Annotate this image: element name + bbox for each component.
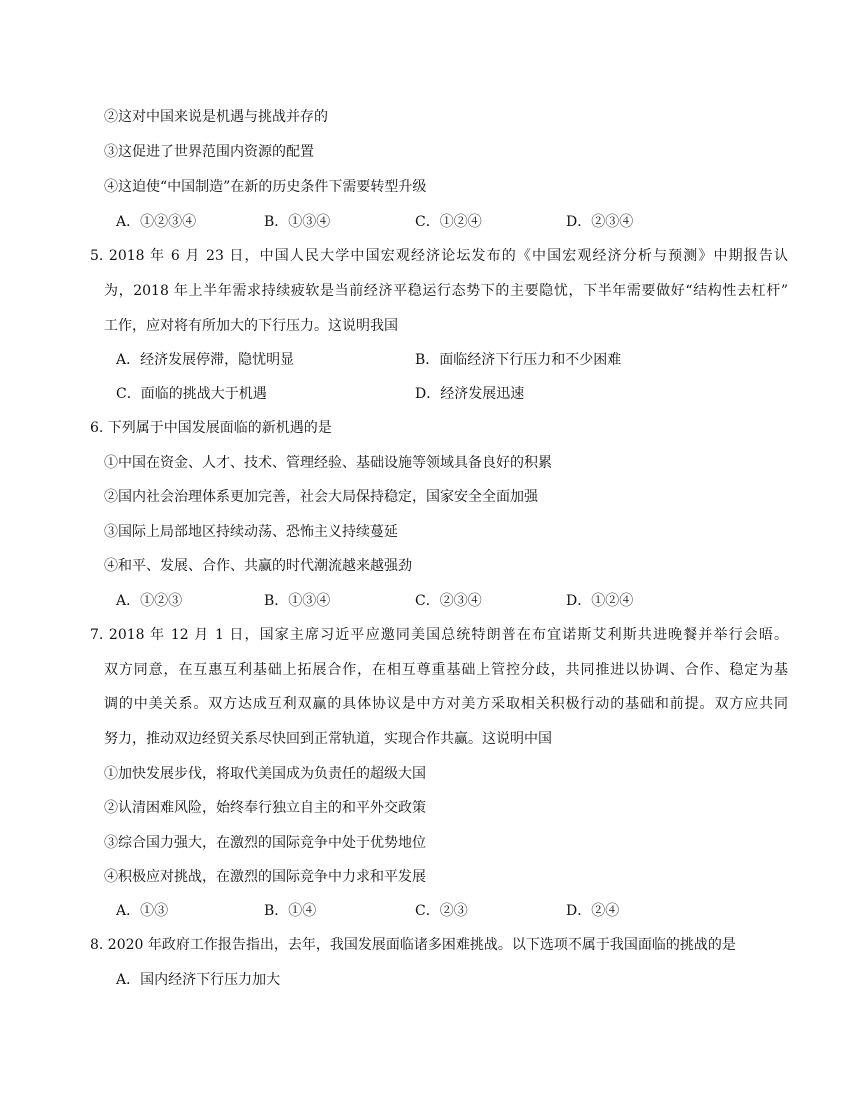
q5-option-c: C．面临的挑战大于机遇 [116,386,267,402]
q6-option-c: C．②③④ [415,593,482,609]
q7-item-4: ④积极应对挑战，在激烈的国际竞争中力求和平发展 [104,869,426,885]
q7-item-2: ②认清困难风险，始终奉行独立自主的和平外交政策 [104,800,426,816]
q8-option-a: A．国内经济下行压力加大 [116,972,281,988]
q4-item-4: ④这迫使“中国制造”在新的历史条件下需要转型升级 [104,179,427,195]
q5-option-b: B．面临经济下行压力和不少困难 [415,352,622,368]
q7-item-3: ③综合国力强大，在激烈的国际竞争中处于优势地位 [104,835,426,851]
q6-stem: 6. 下列属于中国发展面临的新机遇的是 [90,420,332,436]
q5-stem-line-1: 5. 2018 年 6 月 23 日，中国人民大学中国宏观经济论坛发布的《中国宏观经济分析与预测》中期报告认 [90,248,788,264]
q7-stem-line-4: 努力，推动双边经贸关系尽快回到正常轨道，实现合作共赢。这说明中国 [104,731,552,747]
q6-option-b: B．①③④ [264,593,331,609]
q8-stem: 8. 2020 年政府工作报告指出，去年，我国发展面临诸多困难挑战。以下选项不属于我国面临的挑战的是 [90,937,736,953]
q6-item-3: ③国际上局部地区持续动荡、恐怖主义持续蔓延 [104,524,398,540]
q6-option-a: A．①②③ [116,593,183,609]
q7-stem-line-2: 双方同意，在互惠互利基础上拓展合作，在相互尊重基础上管控分歧，共同推进以协调、合作、稳定为基 [104,662,788,678]
q4-item-2: ②这对中国来说是机遇与挑战并存的 [104,109,328,125]
q7-option-b: B．①④ [264,903,317,919]
q5-stem-line-3: 工作，应对将有所加大的下行压力。这说明我国 [104,318,398,334]
q5-stem-line-2: 为，2018 年上半年需求持续疲软是当前经济平稳运行态势下的主要隐忧，下半年需要做好“结构性去杠杆” [104,283,788,299]
q7-stem-line-1: 7. 2018 年 12 月 1 日，国家主席习近平应邀同美国总统特朗普在布宜诺斯艾利斯共进晚餐并举行会晤。 [90,627,788,643]
q4-item-3: ③这促进了世界范围内资源的配置 [104,144,314,160]
q7-stem-line-3: 调的中美关系。双方达成互利双赢的具体协议是中方对美方采取相关积极行动的基础和前提。双方应共同 [104,696,788,712]
q6-item-2: ②国内社会治理体系更加完善，社会大局保持稳定，国家安全全面加强 [104,489,538,505]
q5-option-a: A．经济发展停滞，隐忧明显 [116,352,295,368]
q4-option-c: C．①②④ [415,214,482,230]
q4-option-d: D．②③④ [566,214,634,230]
q5-option-d: D．经济发展迅速 [415,386,525,402]
q4-option-a: A．①②③④ [116,214,197,230]
q7-option-c: C．②③ [415,903,468,919]
q7-option-a: A．①③ [116,903,169,919]
q4-option-b: B．①③④ [264,214,331,230]
q7-option-d: D．②④ [566,903,620,919]
q6-option-d: D．①②④ [566,593,634,609]
q6-item-4: ④和平、发展、合作、共赢的时代潮流越来越强劲 [104,558,412,574]
q7-item-1: ①加快发展步伐，将取代美国成为负责任的超级大国 [104,766,426,782]
q6-item-1: ①中国在资金、人才、技术、管理经验、基础设施等领域具备良好的积累 [104,455,552,471]
